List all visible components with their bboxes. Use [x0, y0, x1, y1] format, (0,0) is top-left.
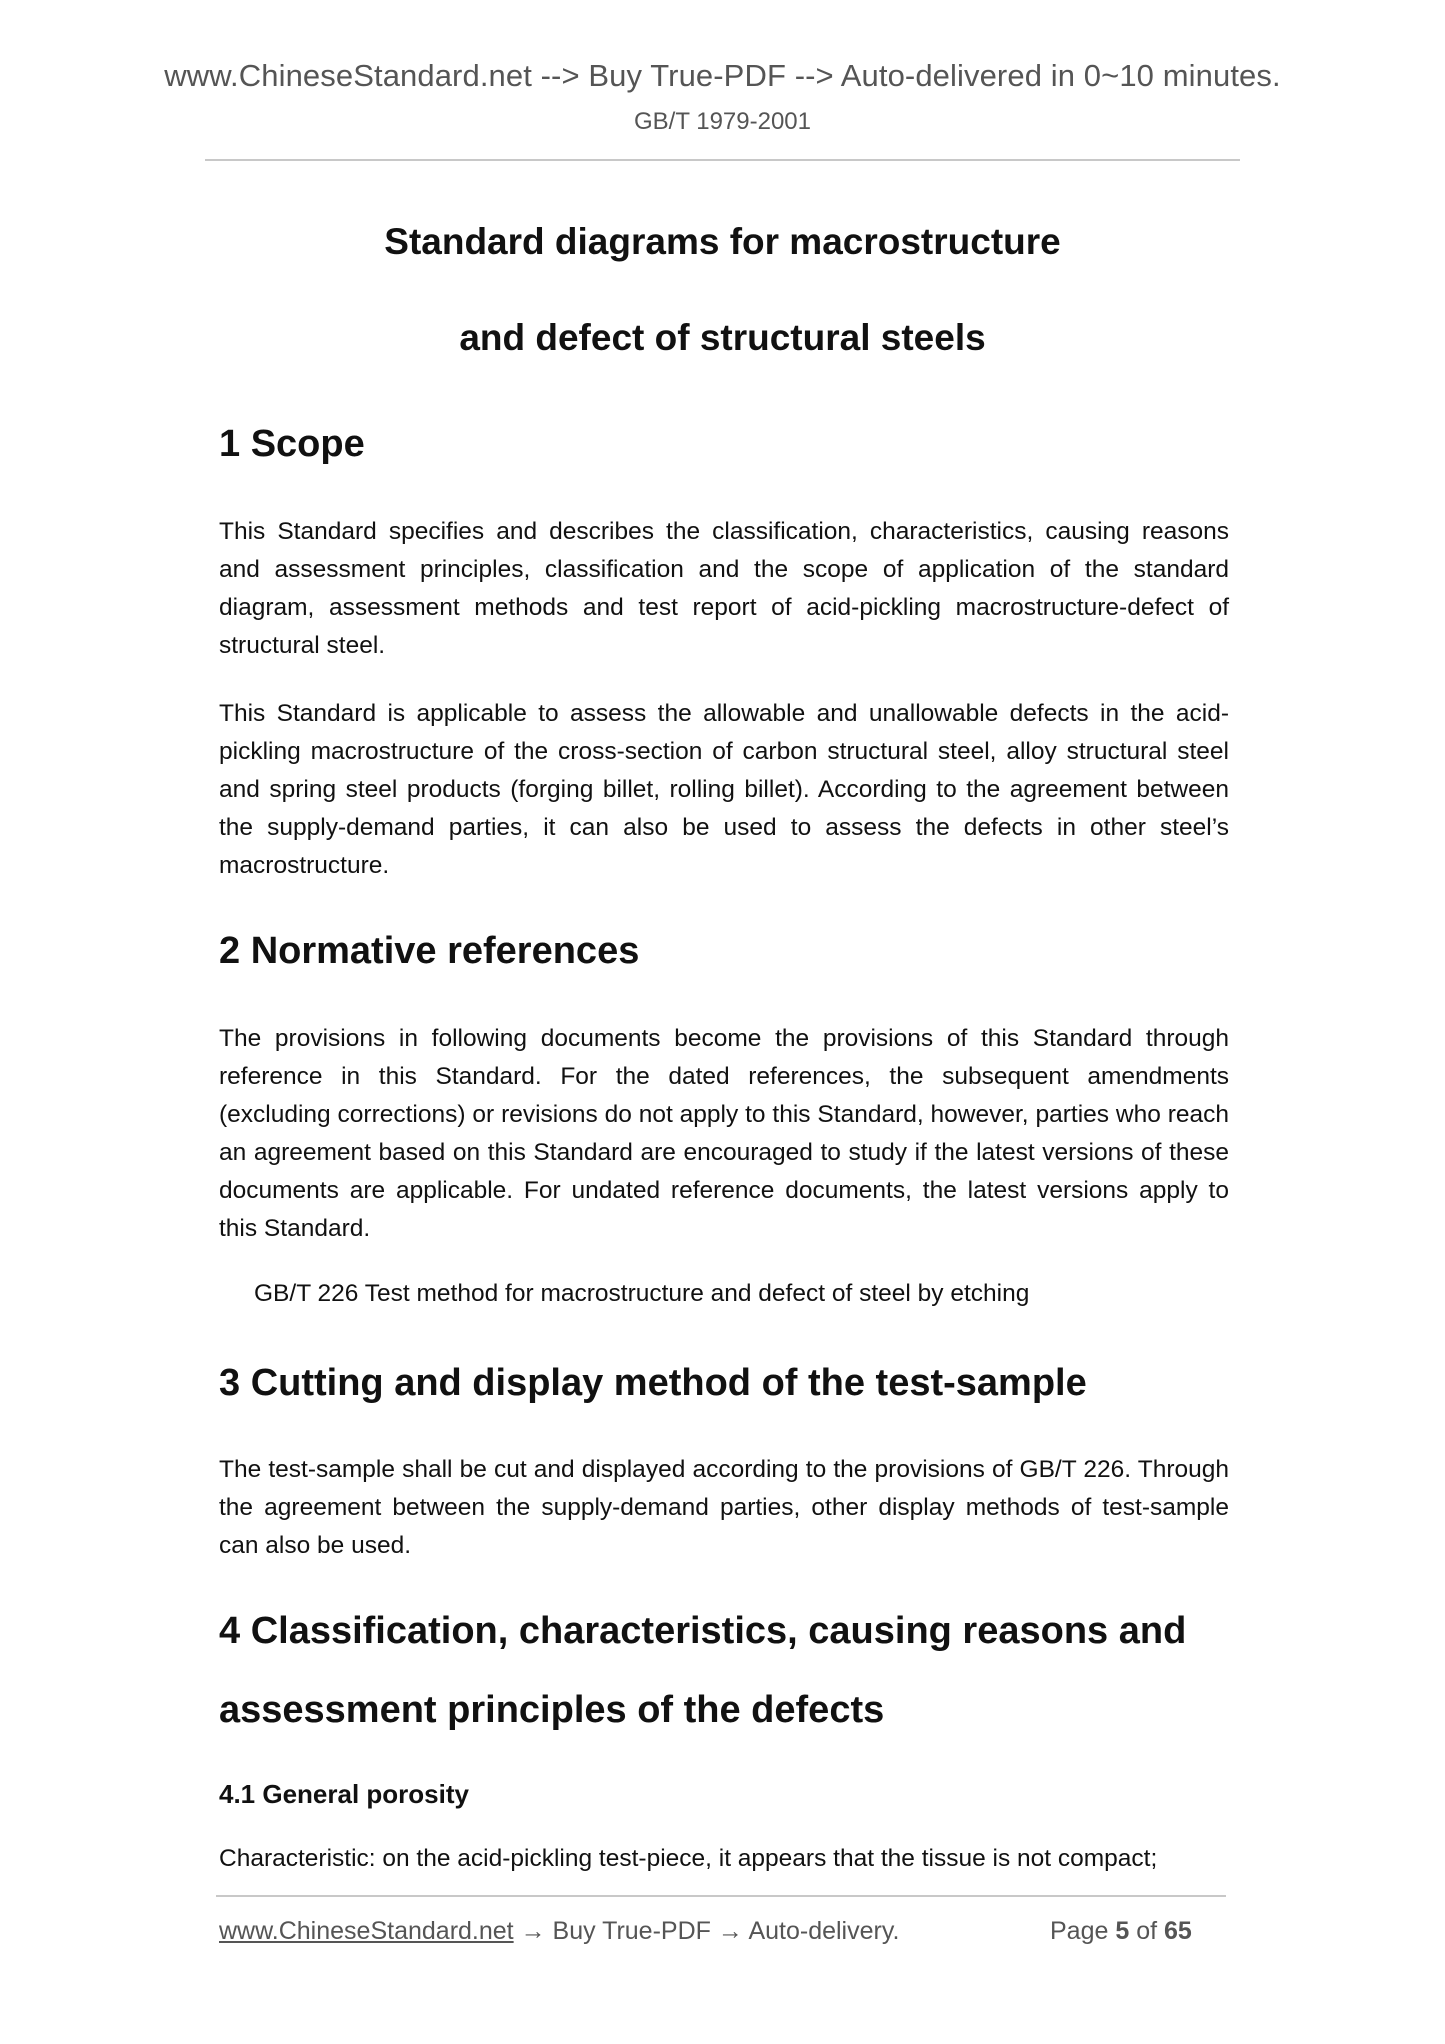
footer-arrow-icon: → [520, 1917, 546, 1945]
section-1-heading: 1 Scope [219, 423, 365, 465]
document-title-line1: Standard diagrams for macrostructure [384, 221, 1061, 262]
page-indicator [1050, 1917, 1192, 1946]
section-2-heading: 2 Normative references [219, 930, 640, 972]
section-1-paragraph-2: This Standard is applicable to assess the allowable and unallowable defects in the acid-pickling macrostructure of the cross-section of carbon structural steel, alloy structural steel and spring steel products (forging billet, rolling billet). According to the agreement between the supply-demand parties, it can also be used to assess the defects in other steel’s macrostructure. [219, 700, 1229, 879]
section-1-paragraph-1: This Standard specifies and describes the classification, characteristics, causing reasons and assessment principles, classification and the scope of application of the standard diagram, assessment methods and test report of acid-pickling macrostructure-defect of structural steel. [219, 518, 1229, 659]
subsection-4-1-paragraph-1: Characteristic: on the acid-pickling test-piece, it appears that the tissue is not compact; [219, 1845, 1158, 1872]
subsection-4-1-heading: 4.1 General porosity [219, 1779, 469, 1809]
page-label: Page [1050, 1917, 1109, 1945]
footer-arrow-icon: → [717, 1917, 743, 1945]
footer-divider [216, 1895, 1226, 1897]
section-3-paragraph-1: The test-sample shall be cut and displayed according to the provisions of GB/T 226. Through the agreement between the supply-demand parties, other display methods of test-sample can also be used. [219, 1456, 1229, 1559]
footer-buy-text: Buy True-PDF [552, 1917, 711, 1945]
page-of-label: of [1136, 1917, 1158, 1945]
section-3-heading: 3 Cutting and display method of the test-sample [219, 1362, 1087, 1404]
footer-delivery-text: Auto-delivery. [748, 1917, 900, 1945]
page-total: 65 [1164, 1917, 1192, 1945]
page-current: 5 [1115, 1917, 1130, 1945]
document-title-line2: and defect of structural steels [459, 317, 986, 358]
footer-links [219, 1917, 899, 1946]
header-banner: www.ChineseStandard.net --> Buy True-PDF --> Auto-delivered in 0~10 minutes. [164, 58, 1281, 93]
footer-site-link[interactable]: www.ChineseStandard.net [219, 1917, 514, 1945]
header-divider [205, 159, 1240, 161]
normative-reference-item: GB/T 226 Test method for macrostructure and defect of steel by etching [254, 1280, 1030, 1307]
header-doc-code: GB/T 1979-2001 [633, 108, 811, 135]
section-4-heading-line2: assessment principles of the defects [219, 1689, 885, 1731]
section-4-heading-line1: 4 Classification, characteristics, causing reasons and [219, 1610, 1187, 1652]
section-2-paragraph-1: The provisions in following documents become the provisions of this Standard through reference in this Standard. For the dated references, the subsequent amendments (excluding corrections) or revisions do not apply to this Standard, however, parties who reach an agreement based on this Standard are encouraged to study if the latest versions of these documents are applicable. For undated reference documents, the latest versions apply to this Standard. [219, 1025, 1229, 1242]
